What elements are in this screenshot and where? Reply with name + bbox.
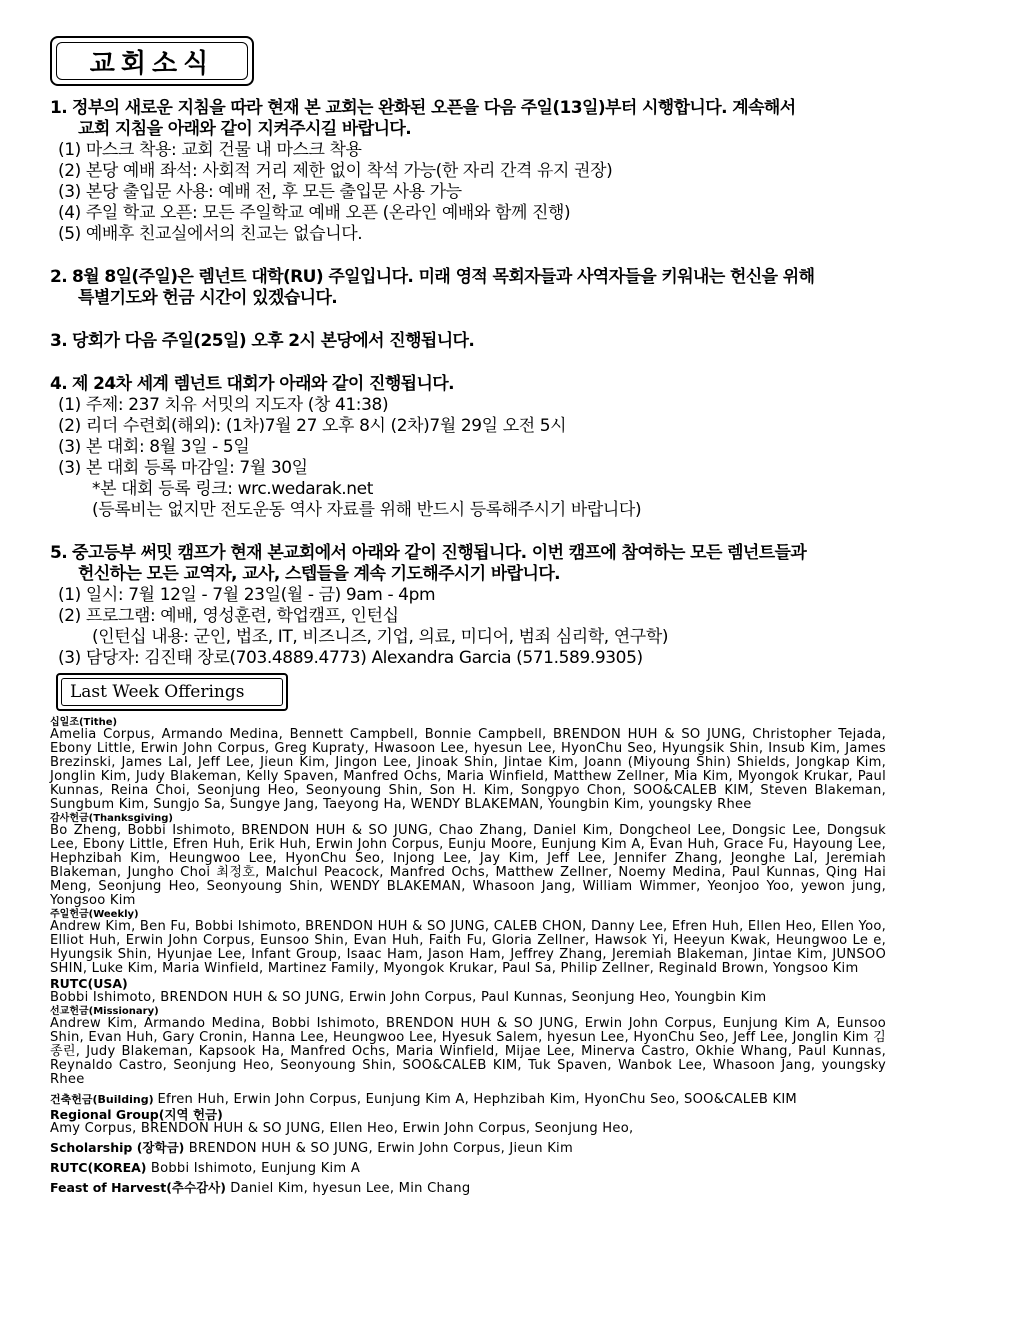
registration-link: *본 대회 등록 링크: wrc.wedarak.net bbox=[92, 479, 373, 499]
offering-label: RUTC(USA) bbox=[50, 976, 128, 991]
notice-line: 8월 8일(주일)은 렘넌트 대학(RU) 주일입니다. 미래 영적 목회자들과 사역자들을 키워내는 헌신을 위해 bbox=[72, 267, 815, 287]
notice-item: (1) 일시: 7월 12일 - 7월 23일(월 - 금) 9am - 4pm bbox=[58, 585, 436, 605]
notice-item: (5) 예배후 친교실에서의 친교는 없습니다. bbox=[58, 224, 363, 244]
offering-names: Andrew Kim, Ben Fu, Bobbi Ishimoto, BRENDON HUH & SO JUNG, CALEB CHON, Danny Lee, Efren Huh, Ellen Heo, Ellen Yoo, Elliot Huh, Erwin John Corpus, Eunsoo Shin, Evan Huh, Faith Fu, Gloria Zellner, Hawsok Yi, Heeyun Kwak, Heungwoo Le e, Hyungsik Shin, Hyunjae Lee, Infant Group, Isaac Ham, Jason Ham, Jeffrey Zhang, Jeremiah Blakeman, Jintae Kim, JUNSOO SHIN, Luke Kim, Maria Winfield, Martinez Family, Myongok Krukar, Paul Sa, Philip Zellner, Reginald Brown, Yongsoo Kim bbox=[50, 919, 886, 976]
notice-number: 2. bbox=[50, 267, 68, 287]
offering-names: BRENDON HUH & SO JUNG, Erwin John Corpus, Jieun Kim bbox=[188, 1141, 573, 1156]
notice-4 bbox=[50, 374, 890, 521]
offering-category-rutc-usa bbox=[50, 977, 886, 1005]
offering-names: Bobbi Ishimoto, BRENDON HUH & SO JUNG, Erwin John Corpus, Paul Kunnas, Seonjung Heo, Youngbin Kim bbox=[50, 990, 767, 1005]
offering-category-regional bbox=[50, 1108, 886, 1136]
notice-5 bbox=[50, 543, 890, 669]
notice-heading bbox=[50, 374, 890, 395]
notice-1 bbox=[50, 98, 890, 245]
notice-item-note: (등록비는 없지만 전도운동 역사 자료를 위해 반드시 등록해주시기 바랍니다) bbox=[92, 500, 642, 520]
notice-heading bbox=[50, 331, 890, 352]
offering-names: Amelia Corpus, Armando Medina, Bennett Campbell, Bonnie Campbell, BRENDON HUH & SO JUNG, Christopher Tejada, Ebony Little, Erwin John Corpus, Greg Kupraty, Hwasoon Lee, hyesun Lee, HyonChu Seo, Hyungsik Shin, Insub Kim, James Brezinski, James Lal, Jeff Lee, Jieun Kim, Jingon Lee, Jinoak Shin, Jintae Kim, Joann (Miyoung Shin) Shields, Jongkap Kim, Jonglin Kim, Judy Blakeman, Kelly Spaven, Manfred Ochs, Maria Winfield, Matthew Zellner, Mia Kim, Myongok Krukar, Paul Kunnas, Reina Choi, Seonjung Heo, Seonyoung Shin, Son H. Kim, Songpyo Chon, SOO&CALEB KIM, Steven Blakeman, Sungbum Kim, Sungjo Sa, Sungye Jang, Taeyong Ha, WENDY BLAKEMAN, Youngbin Kim, youngsky Rhee bbox=[50, 727, 886, 812]
notice-item: (3) 본당 출입문 사용: 예배 전, 후 모든 출입문 사용 가능 bbox=[58, 182, 462, 202]
notice-line: 제 24차 세계 렘넌트 대회가 아래와 같이 진행됩니다. bbox=[72, 374, 454, 394]
offering-names: Bo Zheng, Bobbi Ishimoto, BRENDON HUH & SO JUNG, Chao Zhang, Daniel Kim, Dongcheol Lee, Dongsic Lee, Dongsuk Lee, Ebony Little, Efren Huh, Erik Huh, Erwin John Corpus, Eunju Moore, Eunjung Kim A, Evan Huh, Grace Fu, Hayoung Lee, Hephzibah Kim, Heungwoo Lee, HyonChu Seo, Injong Lee, Jay Kim, Jeff Lee, Jennifer Zhang, Jeonghe Lal, Jeremiah Blakeman, Jungho Choi 최정호, Malchul Peacock, Manfred Ochs, Matthew Zellner, Noemy Medina, Paul Kunnas, Qing Hai Meng, Seonjung Heo, Seonyoung Shin, WENDY BLAKEMAN, Whasoon Jang, William Wimmer, Yeonjoo Yoo, yewon jung, Yongsoo Kim bbox=[50, 823, 886, 908]
notice-number: 4. bbox=[50, 374, 68, 394]
offering-names: Amy Corpus, BRENDON HUH & SO JUNG, Ellen Heo, Erwin John Corpus, Seonjung Heo, bbox=[50, 1121, 634, 1136]
notice-heading bbox=[50, 267, 890, 309]
offering-names: Efren Huh, Erwin John Corpus, Eunjung Kim A, Hephzibah Kim, HyonChu Seo, SOO&CALEB KIM bbox=[157, 1092, 797, 1107]
notice-item: (1) 주제: 237 치유 서밋의 지도자 (창 41:38) bbox=[58, 395, 389, 415]
notice-line: 헌신하는 모든 교역자, 교사, 스텝들을 계속 기도해주시기 바랍니다. bbox=[78, 564, 560, 584]
notice-number: 5. bbox=[50, 543, 68, 563]
bulletin-page bbox=[50, 36, 890, 1197]
offering-label: Regional Group(지역 헌금) bbox=[50, 1107, 223, 1122]
offering-names: Bobbi Ishimoto, Eunjung Kim A bbox=[150, 1161, 361, 1176]
offering-label: 건축헌금(Building) bbox=[50, 1093, 158, 1106]
notice-line: 정부의 새로운 지침을 따라 현재 본 교회는 완화된 오픈을 다음 주일(13일)부터 시행합니다. 계속해서 bbox=[72, 98, 796, 118]
notice-line: 교회 지침을 아래와 같이 지켜주시길 바랍니다. bbox=[78, 119, 412, 139]
offering-category-weekly bbox=[50, 909, 886, 976]
notice-line: 중고등부 써밋 캠프가 현재 본교회에서 아래와 같이 진행됩니다. 이번 캠프에 참여하는 모든 렘넌트들과 bbox=[72, 543, 807, 563]
offering-label: Feast of Harvest(추수감사) bbox=[50, 1180, 231, 1195]
notice-item: (3) 본 대회: 8월 3일 - 5일 bbox=[58, 437, 250, 457]
notice-line: 특별기도와 헌금 시간이 있겠습니다. bbox=[78, 288, 338, 308]
offering-label: Scholarship (장학금) bbox=[50, 1140, 189, 1155]
notice-item: (2) 리더 수련회(해외): (1차)7월 27 오후 8시 (2차)7월 29일 오전 5시 bbox=[58, 416, 567, 436]
offering-category-feast-of-harvest bbox=[50, 1177, 886, 1196]
notices-section bbox=[50, 98, 890, 669]
offering-names: Andrew Kim, Armando Medina, Bobbi Ishimoto, BRENDON HUH & SO JUNG, Erwin John Corpus, Eunjung Kim A, Eunsoo Shin, Evan Huh, Gary Cronin, Hanna Lee, Heungwoo Lee, Hyesuk Salem, hyesun Lee, HyonChu Seo, Jeff Lee, Jonglin Kim 김종린, Judy Blakeman, Kapsook Ha, Manfred Ochs, Maria Winfield, Mijae Lee, Minerva Castro, Okhie Whang, Paul Kunnas, Reynaldo Castro, Seonjung Heo, Seonyoung Shin, SOO&CALEB KIM, Tuk Spaven, Wanbok Lee, Whasoon Jang, youngsky Rhee bbox=[50, 1016, 886, 1087]
offering-label: RUTC(KOREA) bbox=[50, 1160, 151, 1175]
offering-label: 십일조(Tithe) bbox=[50, 717, 118, 728]
offerings-title-box bbox=[56, 673, 288, 711]
offering-category-thanksgiving bbox=[50, 813, 886, 908]
offering-category-rutc-korea bbox=[50, 1157, 886, 1176]
notice-item: (1) 마스크 착용: 교회 건물 내 마스크 착용 bbox=[58, 140, 362, 160]
notice-item: (2) 프로그램: 예배, 영성훈련, 학업캠프, 인턴십 bbox=[58, 606, 399, 626]
offering-category-missionary bbox=[50, 1006, 886, 1087]
offering-names: Daniel Kim, hyesun Lee, Min Chang bbox=[230, 1181, 471, 1196]
notice-item: (2) 본당 예배 좌석: 사회적 거리 제한 없이 착석 가능(한 자리 간격 유지 권장) bbox=[58, 161, 613, 181]
offering-category-tithe bbox=[50, 717, 886, 812]
offering-category-scholarship bbox=[50, 1137, 886, 1156]
offerings-list bbox=[50, 717, 886, 1196]
notice-line: 당회가 다음 주일(25일) 오후 2시 본당에서 진행됩니다. bbox=[72, 331, 475, 351]
notice-item: (3) 본 대회 등록 마감일: 7월 30일 bbox=[58, 458, 308, 478]
notice-item-note: (인턴십 내용: 군인, 법조, IT, 비즈니즈, 기업, 의료, 미디어, 범죄 심리학, 연구학) bbox=[92, 627, 669, 647]
offering-category-building bbox=[50, 1088, 886, 1107]
page-title: 교회소식 bbox=[56, 42, 248, 80]
offerings-title: Last Week Offerings bbox=[61, 678, 283, 706]
notice-number: 3. bbox=[50, 331, 68, 351]
offering-label: 선교헌금(Missionary) bbox=[50, 1006, 159, 1017]
notice-heading bbox=[50, 543, 890, 585]
church-news-title-box bbox=[50, 36, 254, 86]
notice-number: 1. bbox=[50, 98, 68, 118]
offering-label: 감사헌금(Thanksgiving) bbox=[50, 813, 174, 824]
notice-2 bbox=[50, 267, 890, 309]
notice-heading bbox=[50, 98, 890, 140]
notice-item: (3) 담당자: 김진태 장로(703.4889.4773) Alexandra Garcia (571.589.9305) bbox=[58, 648, 643, 668]
notice-item: (4) 주일 학교 오픈: 모든 주일학교 예배 오픈 (온라인 예배와 함께 진행) bbox=[58, 203, 571, 223]
notice-3 bbox=[50, 331, 890, 352]
offering-label: 주일헌금(Weekly) bbox=[50, 909, 139, 920]
